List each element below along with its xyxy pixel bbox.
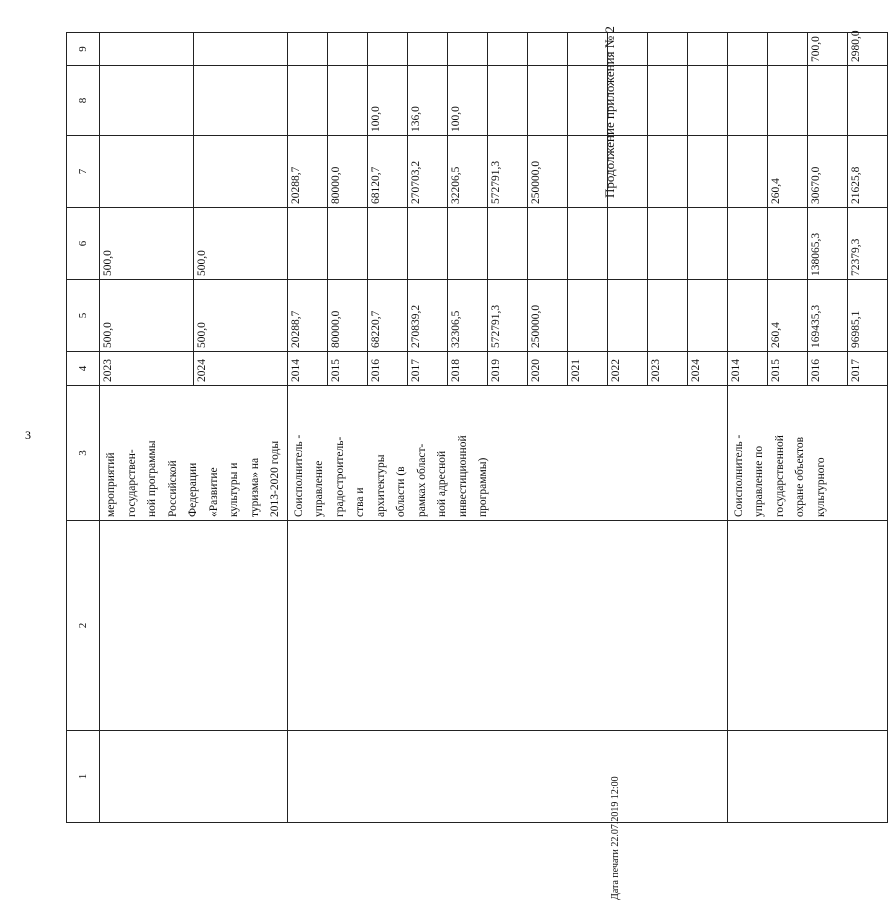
description-line: области (в: [395, 466, 407, 517]
value-cell-c5: [607, 280, 647, 352]
description-line: программы): [477, 457, 489, 517]
description-line: ства и: [354, 487, 366, 517]
value-cell-c8: [647, 66, 687, 136]
value-cell-c5: 96985,1: [847, 280, 887, 352]
value-cell-c7: [687, 136, 727, 208]
description-line: государствен-: [125, 449, 138, 517]
description-line: Российской: [166, 460, 179, 517]
value-cell-c5: 32306,5: [447, 280, 487, 352]
value-cell-c6: 72379,3: [847, 208, 887, 280]
value-cell-c6: [527, 208, 567, 280]
value-cell-c5: 500,0: [100, 280, 194, 352]
value-cell-c9: [647, 33, 687, 66]
value-cell-c8: [847, 66, 887, 136]
value-cell-c9: [767, 33, 807, 66]
value-cell-c9: [567, 33, 607, 66]
value-cell-c8: 136,0: [407, 66, 447, 136]
data-table: [66, 32, 888, 823]
description-line: охране объектов: [794, 436, 806, 517]
value-cell-c5: 68220,7: [367, 280, 407, 352]
value-cell-c9: [487, 33, 527, 66]
value-cell-c8: [607, 66, 647, 136]
table-row: [100, 33, 194, 823]
executor-description: [727, 386, 887, 521]
description-line: инвестиционной: [456, 435, 469, 517]
value-cell-c8: [527, 66, 567, 136]
year-cell: 2015: [327, 352, 367, 386]
value-cell-c6: 500,0: [193, 208, 287, 280]
value-cell-c7: 260,4: [767, 136, 807, 208]
value-cell-c7: 20288,7: [287, 136, 327, 208]
description-line: ной адресной: [436, 450, 448, 517]
value-cell-c9: [327, 33, 367, 66]
value-cell-c6: [767, 208, 807, 280]
value-cell-c8: [687, 66, 727, 136]
value-cell-c7: 68120,7: [367, 136, 407, 208]
description-line: ной программы: [146, 440, 158, 517]
description-line: управление по: [753, 445, 765, 517]
value-cell-c6: [647, 208, 687, 280]
empty-cell-c2: [727, 521, 887, 731]
year-cell: 2024: [687, 352, 727, 386]
value-cell-c8: [767, 66, 807, 136]
description-line: градостроитель-: [333, 436, 346, 517]
empty-cell-c2: [100, 521, 288, 731]
value-cell-c7: 572791,3: [487, 136, 527, 208]
description-line: Федерации: [187, 462, 199, 517]
description-line: мероприятий: [105, 452, 117, 517]
empty-cell-c1: [100, 731, 288, 823]
description-line: Соисполнитель -: [292, 434, 305, 517]
year-cell: 2016: [807, 352, 847, 386]
value-cell-c5: 80000,0: [327, 280, 367, 352]
value-cell-c9: [287, 33, 327, 66]
value-cell-c6: [287, 208, 327, 280]
description-line: архитектуры: [374, 454, 387, 517]
value-cell-c8: [567, 66, 607, 136]
value-cell-c6: [407, 208, 447, 280]
value-cell-c6: [607, 208, 647, 280]
column-number-2: 2: [67, 521, 100, 731]
value-cell-c7: [193, 136, 287, 208]
value-cell-c9: [727, 33, 767, 66]
year-cell: 2021: [567, 352, 607, 386]
value-cell-c9: 2980,0: [847, 33, 887, 66]
column-number-4: 4: [67, 352, 100, 386]
empty-cell-c1: [727, 731, 887, 823]
table-header-row: [67, 33, 100, 823]
executor-description: [100, 386, 288, 521]
value-cell-c8: [327, 66, 367, 136]
value-cell-c9: [607, 33, 647, 66]
description-line: государственной: [773, 435, 786, 517]
value-cell-c5: 500,0: [193, 280, 287, 352]
value-cell-c5: [687, 280, 727, 352]
year-cell: 2014: [727, 352, 767, 386]
value-cell-c5: [647, 280, 687, 352]
value-cell-c9: [193, 33, 287, 66]
year-cell: 2017: [847, 352, 887, 386]
value-cell-c9: [407, 33, 447, 66]
value-cell-c6: 138065,3: [807, 208, 847, 280]
header-note: Продолжение приложения № 2: [602, 26, 617, 198]
year-cell: 2015: [767, 352, 807, 386]
column-number-5: 5: [67, 280, 100, 352]
value-cell-c7: [607, 136, 647, 208]
description-line: рамках област-: [415, 443, 428, 517]
column-number-7: 7: [67, 136, 100, 208]
value-cell-c5: [567, 280, 607, 352]
year-cell: 2018: [447, 352, 487, 386]
value-cell-c8: [807, 66, 847, 136]
value-cell-c8: [727, 66, 767, 136]
value-cell-c6: [327, 208, 367, 280]
table-row: [287, 33, 327, 823]
value-cell-c8: [487, 66, 527, 136]
value-cell-c7: 80000,0: [327, 136, 367, 208]
year-cell: 2023: [647, 352, 687, 386]
print-date: Дата печати 22.07.2019 12:00: [610, 776, 621, 900]
year-cell: 2022: [607, 352, 647, 386]
value-cell-c6: [487, 208, 527, 280]
description-line: культурного: [814, 457, 827, 517]
value-cell-c8: [193, 66, 287, 136]
value-cell-c7: 32206,5: [447, 136, 487, 208]
value-cell-c6: 500,0: [100, 208, 194, 280]
value-cell-c5: 169435,3: [807, 280, 847, 352]
value-cell-c9: [447, 33, 487, 66]
value-cell-c8: 100,0: [367, 66, 407, 136]
value-cell-c5: 250000,0: [527, 280, 567, 352]
value-cell-c7: 250000,0: [527, 136, 567, 208]
value-cell-c8: [287, 66, 327, 136]
empty-cell-c2: [287, 521, 727, 731]
year-cell: 2020: [527, 352, 567, 386]
value-cell-c9: [527, 33, 567, 66]
value-cell-c6: [367, 208, 407, 280]
value-cell-c8: 100,0: [447, 66, 487, 136]
value-cell-c6: [727, 208, 767, 280]
value-cell-c6: [687, 208, 727, 280]
description-line: культуры и: [228, 462, 240, 517]
value-cell-c8: [100, 66, 194, 136]
value-cell-c7: [727, 136, 767, 208]
value-cell-c9: [687, 33, 727, 66]
value-cell-c5: 270839,2: [407, 280, 447, 352]
value-cell-c6: [447, 208, 487, 280]
description-line: управление: [313, 460, 325, 517]
value-cell-c7: 270703,2: [407, 136, 447, 208]
description-line: Соисполнитель -: [732, 434, 745, 517]
column-number-3: 3: [67, 386, 100, 521]
column-number-9: 9: [67, 33, 100, 66]
column-number-8: 8: [67, 66, 100, 136]
column-number-6: 6: [67, 208, 100, 280]
description-line: туризма» на: [248, 457, 261, 517]
value-cell-c9: [100, 33, 194, 66]
value-cell-c7: [567, 136, 607, 208]
value-cell-c7: [100, 136, 194, 208]
year-cell: 2024: [193, 352, 287, 386]
value-cell-c6: [567, 208, 607, 280]
value-cell-c9: 700,0: [807, 33, 847, 66]
value-cell-c7: 30670,0: [807, 136, 847, 208]
table-row: [727, 33, 767, 823]
column-number-1: 1: [67, 731, 100, 823]
year-cell: 2014: [287, 352, 327, 386]
year-cell: 2023: [100, 352, 194, 386]
empty-cell-c1: [287, 731, 727, 823]
value-cell-c7: 21625,8: [847, 136, 887, 208]
executor-description: [287, 386, 727, 521]
year-cell: 2016: [367, 352, 407, 386]
value-cell-c9: [367, 33, 407, 66]
description-line: 2013-2020 годы: [269, 440, 281, 517]
value-cell-c7: [647, 136, 687, 208]
value-cell-c5: 20288,7: [287, 280, 327, 352]
page-number: 3: [25, 428, 31, 442]
value-cell-c5: 260,4: [767, 280, 807, 352]
value-cell-c5: [727, 280, 767, 352]
description-line: «Развитие: [207, 467, 220, 517]
year-cell: 2019: [487, 352, 527, 386]
year-cell: 2017: [407, 352, 447, 386]
value-cell-c5: 572791,3: [487, 280, 527, 352]
